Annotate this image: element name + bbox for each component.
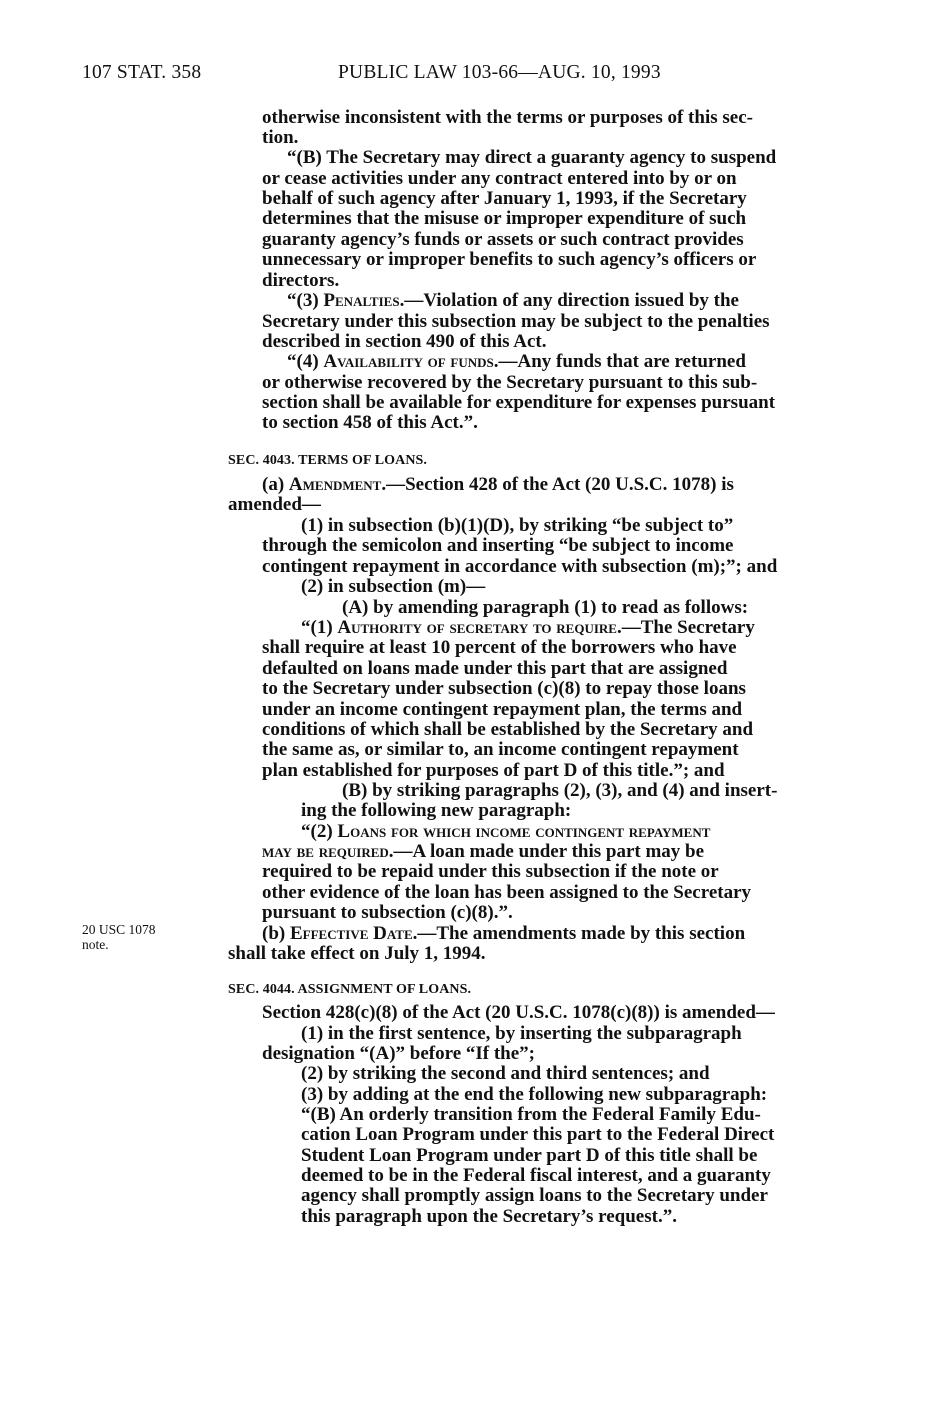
text-line: or cease activities under any contract entered into by or on (262, 168, 737, 189)
text-line: unnecessary or improper benefits to such agency’s officers or (262, 249, 757, 270)
text-line: (1) in subsection (b)(1)(D), by striking “be subject to” (301, 515, 734, 536)
text-run: .—The amendments made by this section (412, 923, 746, 944)
margin-note-line: 20 USC 1078 (82, 922, 156, 937)
page-stat-citation: 107 STAT. 358 (82, 62, 202, 83)
text-line: guaranty agency’s funds or assets or such contract provides (262, 229, 744, 250)
text-line: required to be repaid under this subsection if the note or (262, 861, 719, 882)
text-line: the same as, or similar to, an income contingent repayment (262, 739, 739, 760)
text-line: conditions of which shall be established by the Secretary and (262, 719, 754, 740)
section-heading-4043: SEC. 4043. TERMS OF LOANS. (228, 453, 428, 468)
text-line: section shall be available for expenditure for expenses pursuant (262, 392, 776, 413)
text-line: cation Loan Program under this part to the Federal Direct (301, 1124, 775, 1145)
text-run: (b) (262, 923, 290, 944)
subsection-heading: Effective Date (289, 923, 413, 944)
text-line: Secretary under this subsection may be subject to the penalties (262, 311, 770, 332)
text-run: “(1) (301, 617, 338, 638)
text-line: (B) by striking paragraphs (2), (3), and (4) and insert- (342, 780, 778, 801)
text-line: described in section 490 of this Act. (262, 331, 547, 352)
text-run: “(4) (287, 351, 324, 372)
text-run: .—Violation of any direction issued by the (399, 290, 739, 311)
text-line: this paragraph upon the Secretary’s request.”. (301, 1206, 677, 1227)
subsection-effective-date (262, 924, 745, 944)
text-run: .—Any funds that are returned (493, 351, 746, 372)
text-line: (A) by amending paragraph (1) to read as follows: (342, 597, 749, 618)
text-line: defaulted on loans made under this part that are assigned (262, 658, 728, 679)
text-run: “(2) (301, 821, 338, 842)
paragraph-loans-heading-cont (262, 842, 704, 862)
text-line: agency shall promptly assign loans to the Secretary under (301, 1185, 768, 1206)
text-line: (1) in the first sentence, by inserting the subparagraph (301, 1023, 742, 1044)
text-line: (3) by adding at the end the following new subparagraph: (301, 1084, 768, 1105)
subsection-amendment (262, 475, 734, 495)
text-line: plan established for purposes of part D of this title.”; and (262, 760, 725, 781)
section-heading-4044: SEC. 4044. ASSIGNMENT OF LOANS. (228, 982, 472, 997)
text-line: shall take effect on July 1, 1994. (228, 943, 486, 964)
text-line: Student Loan Program under part D of this title shall be (301, 1145, 758, 1166)
text-line: (2) by striking the second and third sentences; and (301, 1063, 710, 1084)
text-line: directors. (262, 270, 340, 291)
subsection-heading: Amendment (288, 474, 382, 495)
text-line: “(B) The Secretary may direct a guaranty agency to suspend (287, 147, 777, 168)
margin-note-line: note. (82, 937, 109, 952)
text-line: amended— (228, 494, 321, 515)
paragraph-heading: may be required (262, 841, 389, 862)
text-line: or otherwise recovered by the Secretary pursuant to this sub- (262, 372, 758, 393)
text-line: other evidence of the loan has been assigned to the Secretary (262, 882, 752, 903)
text-line: under an income contingent repayment plan, the terms and (262, 699, 743, 720)
text-run: .—The Secretary (616, 617, 755, 638)
paragraph-loans-heading (301, 822, 710, 842)
text-line: “(B) An orderly transition from the Federal Family Edu- (301, 1104, 761, 1125)
text-line: tion. (262, 127, 299, 148)
text-line: to the Secretary under subsection (c)(8) to repay those loans (262, 678, 746, 699)
text-run: .—Section 428 of the Act (20 U.S.C. 1078) is (381, 474, 734, 495)
text-run: .—A loan made under this part may be (388, 841, 705, 862)
text-line: (2) in subsection (m)— (301, 576, 486, 597)
text-line: Section 428(c)(8) of the Act (20 U.S.C. 1078(c)(8)) is amended— (262, 1002, 775, 1023)
paragraph-heading: Availability of funds (323, 351, 494, 372)
text-line: designation “(A)” before “If the”; (262, 1043, 536, 1064)
margin-note (82, 922, 156, 952)
text-line: ing the following new paragraph: (301, 800, 572, 821)
text-line: determines that the misuse or improper expenditure of such (262, 208, 747, 229)
paragraph-heading: Authority of secretary to require (337, 617, 617, 638)
text-line: contingent repayment in accordance with subsection (m);”; and (262, 556, 778, 577)
text-line: behalf of such agency after January 1, 1993, if the Secretary (262, 188, 747, 209)
paragraph-penalties (287, 291, 739, 311)
text-line: otherwise inconsistent with the terms or purposes of this sec- (262, 107, 753, 128)
text-line: deemed to be in the Federal fiscal interest, and a guaranty (301, 1165, 771, 1186)
paragraph-availability (287, 352, 746, 372)
text-line: to section 458 of this Act.”. (262, 412, 478, 433)
text-run: “(3) (287, 290, 324, 311)
text-run: (a) (262, 474, 289, 495)
text-line: pursuant to subsection (c)(8).”. (262, 902, 513, 923)
paragraph-authority (301, 618, 755, 638)
paragraph-heading: Loans for which income contingent repayment (337, 821, 711, 842)
text-line: shall require at least 10 percent of the borrowers who have (262, 637, 737, 658)
paragraph-heading: Penalties (323, 290, 400, 311)
text-line: through the semicolon and inserting “be subject to income (262, 535, 734, 556)
page-running-title: PUBLIC LAW 103-66—AUG. 10, 1993 (338, 62, 661, 83)
